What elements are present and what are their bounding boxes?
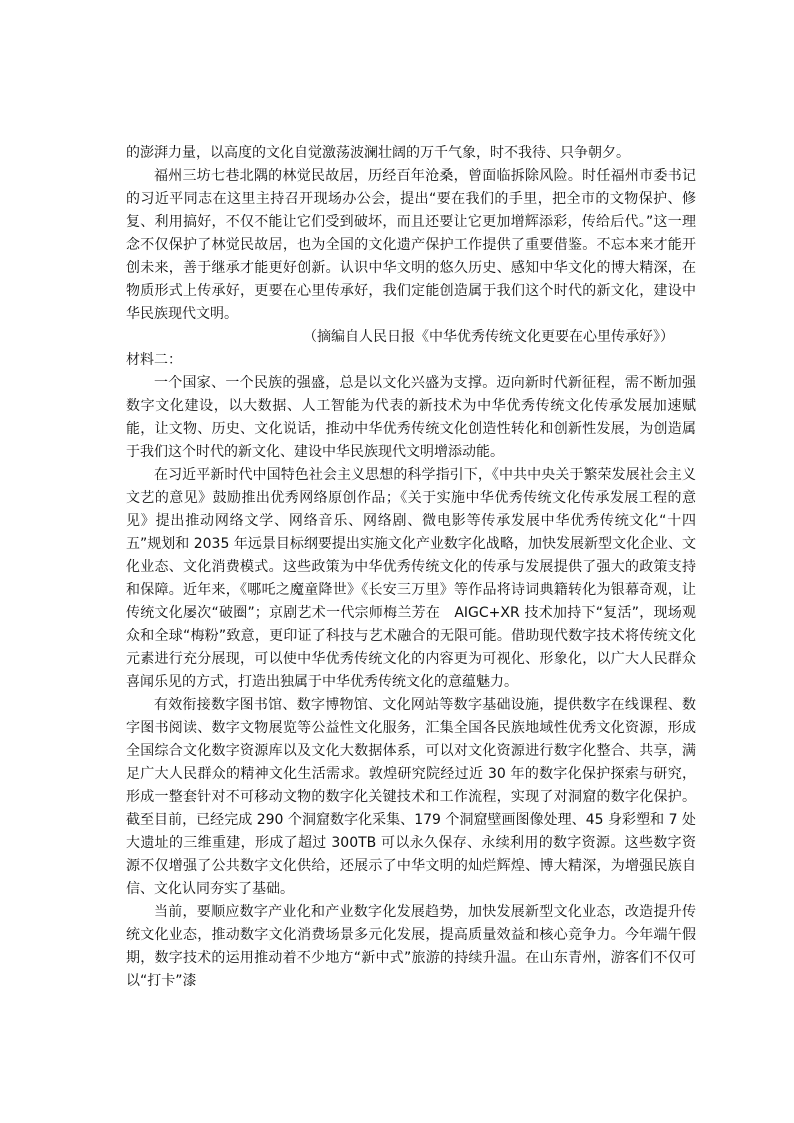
- article-body: [126, 142, 696, 993]
- paragraph-policy: 在习近平新时代中国特色社会主义思想的科学指引下，《中共中央关于繁荣发展社会主义文艺的意见》鼓励推出优秀网络原创作品；《关于实施中华优秀传统文化传承发展工程的意见》提出推动网络文学、网络音乐、网络剧、微电影等传承发展中华优秀传统文化“十四五”规划和 2035 年远景目标纲要提出实施文化产业数字化战略，加快发展新型文化企业、文化业态、文化消费模式。这些政策为中华优秀传统文化的传承与发展提供了强大的政策支持和保障。近年来，《哪吒之魔童降世》《长安三万里》等作品将诗词典籍转化为银幕奇观，让传统文化屡次“破圈”；京剧艺术一代宗师梅兰芳在 AIGC+XR 技术加持下“复活”，现场观众和全球“梅粉”致意，更印证了科技与艺术融合的无限可能。借助现代数字技术将传统文化元素进行充分展现，可以使中华优秀传统文化的内容更为可视化、形象化，以广大人民群众喜闻乐见的方式，打造出独属于中华优秀传统文化的意蕴魅力。: [126, 467, 696, 690]
- material-heading: 材料二：: [126, 352, 182, 368]
- paragraph-material2-intro: 一个国家、一个民族的强盛，总是以文化兴盛为支撑。迈向新时代新征程，需不断加强数字文化建设，以大数据、人工智能为代表的新技术为中华优秀传统文化传承发展加速赋能，让文物、历史、文化说话，推动中华优秀传统文化创造性转化和创新性发展，为创造属于我们这个时代的新文化、建设中华民族现代文明增添动能。: [126, 375, 696, 460]
- paragraph-current-trends: 当前，要顺应数字产业化和产业数字化发展趋势，加快发展新型文化业态，改造提升传统文化业态，推动数字文化消费场景多元化发展，提高质量效益和核心竞争力。今年端午假期，数字技术的运用推动着不少地方“新中式”旅游的持续升温。在山东青州，游客们不仅可以“打卡”漆: [126, 904, 696, 989]
- source-citation: （摘编自人民日报《中华优秀传统文化更要在心里传承好》）: [303, 329, 674, 345]
- paragraph-continuation: 的澎湃力量，以高度的文化自觉激荡波澜壮阔的万千气象，时不我待、只争朝夕。: [126, 145, 630, 161]
- paragraph-digital-infrastructure: 有效衔接数字图书馆、数字博物馆、文化网站等数字基础设施，提供数字在线课程、数字图书阅读、数字文物展览等公益性文化服务，汇集全国各民族地域性优秀文化资源，形成全国综合文化数字资源库以及文化大数据体系，可以对文化资源进行数字化整合、共享，满足广大人民群众的精神文化生活需求。敦煌研究院经过近 30 年的数字化保护探索与研究，形成一整套针对不可移动文物的数字化关键技术和工作流程，实现了对洞窟的数字化保护。截至目前，已经完成 290 个洞窟数字化采集、179 个洞窟壁画图像处理、45 身彩塑和 7 处大遗址的三维重建，形成了超过 300TB 可以永久保存、永续利用的数字资源。这些数字资源不仅增强了公共数字文化供给，还展示了中华文明的灿烂辉煌、博大精深，为增强民族自信、文化认同夯实了基础。: [126, 697, 696, 897]
- paragraph-fuzhou: 福州三坊七巷北隅的林觉民故居，历经百年沧桑，曾面临拆除风险。时任福州市委书记的习近平同志在这里主持召开现场办公会，提出“要在我们的手里，把全市的文物保护、修复、利用搞好，不仅不能让它们受到破坏，而且还要让它更加增辉添彩，传给后代。”这一理念不仅保护了林觉民故居，也为全国的文化遗产保护工作提供了重要借鉴。不忘本来才能开创未来，善于继承才能更好创新。认识中华文明的悠久历史、感知中华文化的博大精深，在物质形式上传承好，更要在心里传承好，我们定能创造属于我们这个时代的新文化，建设中华民族现代文明。: [126, 168, 696, 322]
